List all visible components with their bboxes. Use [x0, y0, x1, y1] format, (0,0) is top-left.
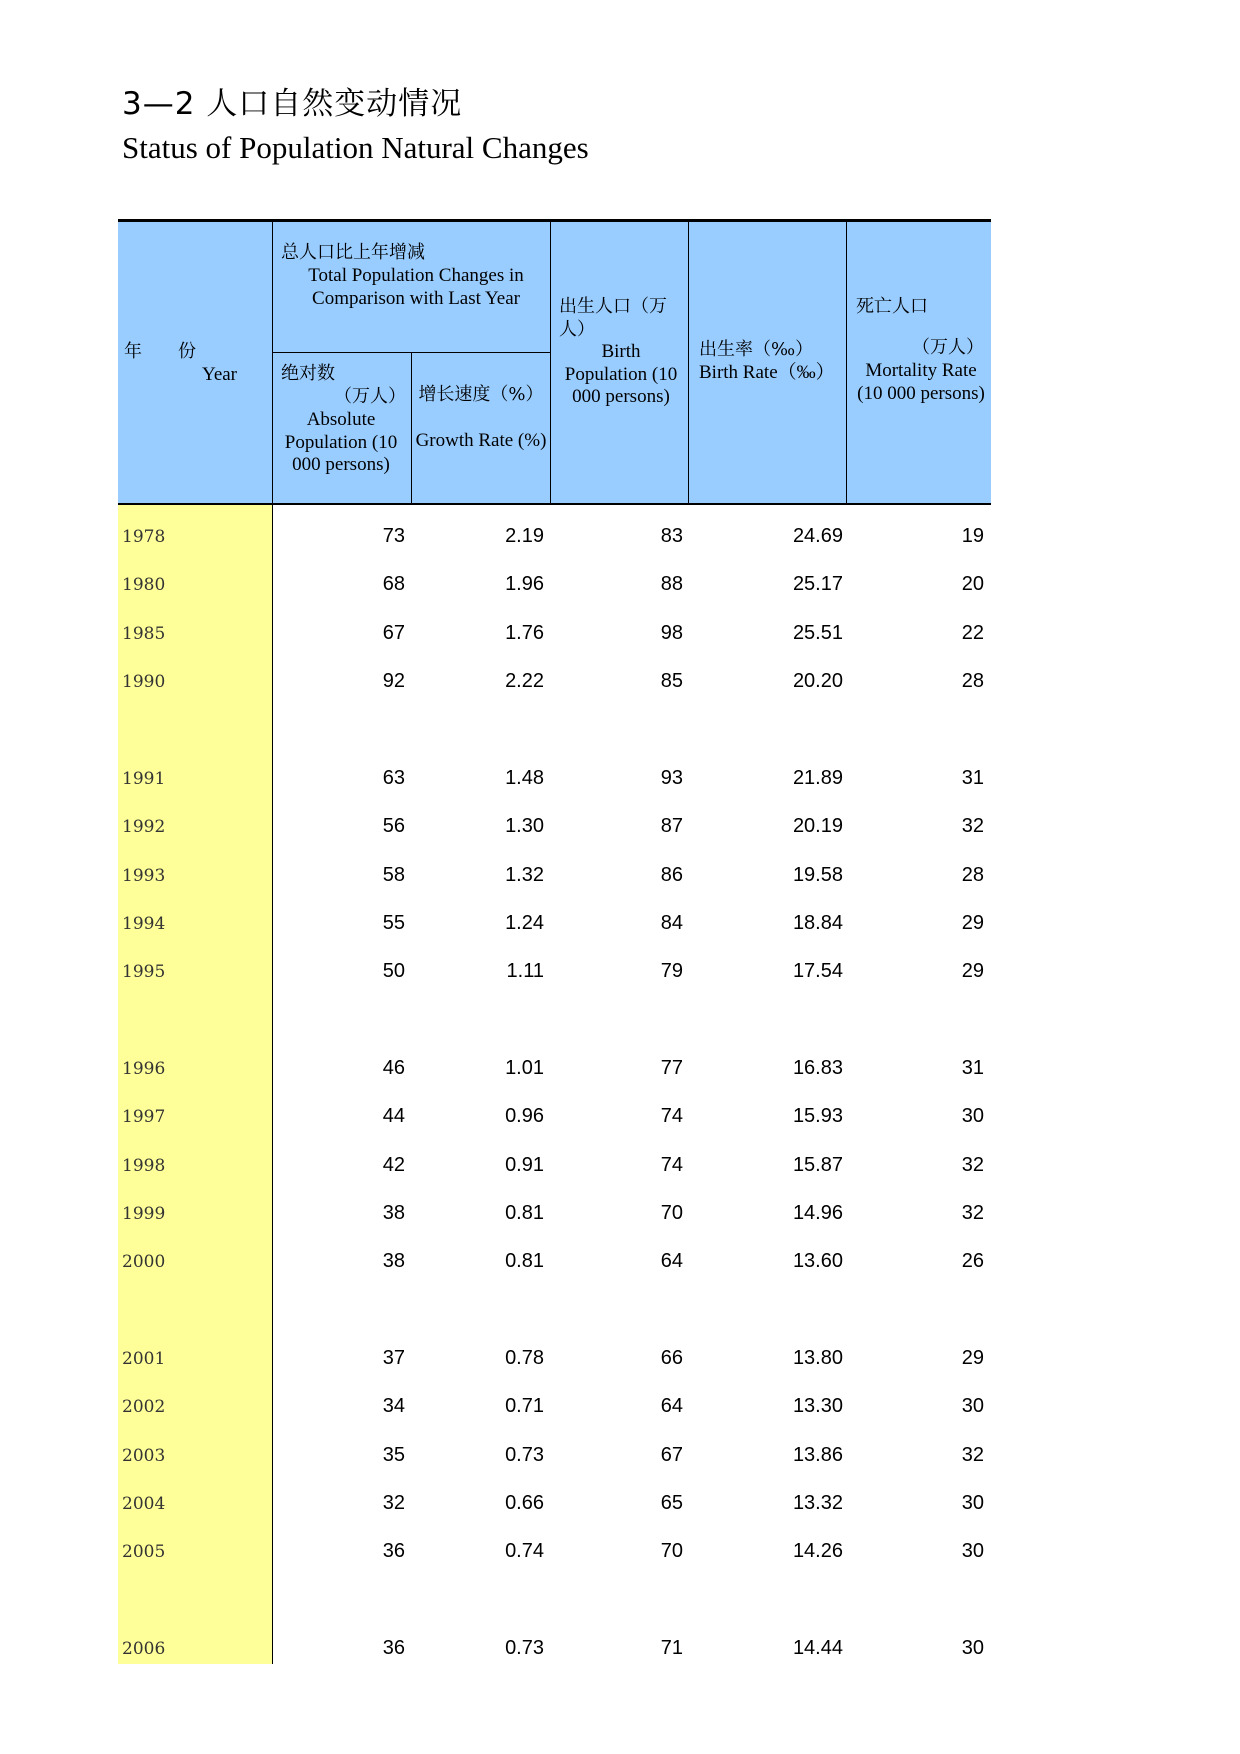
- cell-birth: 86: [660, 864, 683, 886]
- header-absolute-en: Absolute Population (10 000 persons): [284, 409, 398, 475]
- cell-growth: 0.81: [505, 1202, 544, 1224]
- cell-abs: 38: [382, 1202, 405, 1224]
- cell-abs: 92: [382, 670, 405, 692]
- cell-rate: 14.26: [792, 1540, 843, 1562]
- row-year: 2002: [122, 1397, 166, 1417]
- cell-birth: 71: [660, 1637, 683, 1659]
- header-total-change: [273, 221, 550, 353]
- cell-rate: 19.58: [792, 864, 843, 886]
- cell-rate: 21.89: [792, 767, 843, 789]
- cell-birth: 67: [660, 1444, 683, 1466]
- cell-growth: 1.01: [505, 1057, 544, 1079]
- row-year: 1999: [122, 1204, 166, 1224]
- cell-abs: 37: [382, 1347, 405, 1369]
- cell-abs: 32: [382, 1492, 405, 1514]
- cell-birth: 70: [660, 1202, 683, 1224]
- cell-birth: 64: [660, 1250, 683, 1272]
- cell-rate: 13.30: [792, 1395, 843, 1417]
- cell-rate: 24.69: [792, 525, 843, 547]
- row-year: 1990: [122, 672, 166, 692]
- cell-rate: 18.84: [792, 912, 843, 934]
- cell-growth: 0.74: [505, 1540, 544, 1562]
- cell-death: 20: [961, 573, 984, 595]
- row-year: 1980: [122, 575, 166, 595]
- cell-death: 29: [961, 960, 984, 982]
- cell-death: 32: [961, 1202, 984, 1224]
- cell-abs: 35: [382, 1444, 405, 1466]
- cell-growth: 0.96: [505, 1105, 544, 1127]
- cell-death: 31: [961, 767, 984, 789]
- header-absolute-cn: 绝对数: [281, 363, 335, 384]
- row-year: 2003: [122, 1446, 166, 1466]
- row-year: 1991: [122, 769, 166, 789]
- row-year: 1985: [122, 624, 166, 644]
- cell-abs: 58: [382, 864, 405, 886]
- cell-growth: 0.71: [505, 1395, 544, 1417]
- row-year: 1997: [122, 1107, 166, 1127]
- cell-birth: 85: [660, 670, 683, 692]
- row-year: 2001: [122, 1349, 166, 1369]
- page-title-english: Status of Population Natural Changes: [122, 130, 589, 165]
- row-year: 2005: [122, 1542, 166, 1562]
- cell-birth: 87: [660, 815, 683, 837]
- cell-birth: 65: [660, 1492, 683, 1514]
- cell-abs: 55: [382, 912, 405, 934]
- cell-death: 28: [961, 670, 984, 692]
- cell-abs: 44: [382, 1105, 405, 1127]
- cell-death: 31: [961, 1057, 984, 1079]
- cell-death: 32: [961, 1444, 984, 1466]
- cell-abs: 34: [382, 1395, 405, 1417]
- cell-abs: 56: [382, 815, 405, 837]
- cell-rate: 14.96: [792, 1202, 843, 1224]
- cell-rate: 15.87: [792, 1154, 843, 1176]
- header-birth-rate-en: Birth Rate（‰）: [699, 362, 835, 383]
- cell-death: 29: [961, 912, 984, 934]
- cell-rate: 20.20: [792, 670, 843, 692]
- cell-abs: 63: [382, 767, 405, 789]
- row-year: 1992: [122, 817, 166, 837]
- row-year: 1994: [122, 914, 166, 934]
- cell-death: 29: [961, 1347, 984, 1369]
- row-year: 1993: [122, 866, 166, 886]
- cell-birth: 74: [660, 1105, 683, 1127]
- cell-death: 26: [961, 1250, 984, 1272]
- header-year-en: Year: [202, 364, 238, 385]
- cell-rate: 13.86: [792, 1444, 843, 1466]
- cell-birth: 64: [660, 1395, 683, 1417]
- cell-growth: 1.30: [505, 815, 544, 837]
- cell-birth: 79: [660, 960, 683, 982]
- cell-abs: 73: [382, 525, 405, 547]
- header-birth-pop: [551, 221, 688, 504]
- header-total-change-cn: 总人口比上年增减: [281, 242, 425, 263]
- cell-rate: 17.54: [792, 960, 843, 982]
- cell-growth: 0.73: [505, 1637, 544, 1659]
- cell-death: 30: [961, 1637, 984, 1659]
- cell-growth: 0.91: [505, 1154, 544, 1176]
- cell-death: 32: [961, 1154, 984, 1176]
- cell-growth: 1.48: [505, 767, 544, 789]
- cell-growth: 1.96: [505, 573, 544, 595]
- cell-death: 30: [961, 1105, 984, 1127]
- cell-rate: 25.51: [792, 622, 843, 644]
- divider: [272, 352, 551, 353]
- header-death-en: Mortality Rate (10 000 persons): [857, 360, 985, 404]
- row-year: 1978: [122, 527, 166, 547]
- cell-rate: 14.44: [792, 1637, 843, 1659]
- cell-growth: 2.22: [505, 670, 544, 692]
- header-year-cn: 年 份: [124, 341, 196, 362]
- row-year: 2006: [122, 1639, 166, 1659]
- header-death-unit: （万人）: [912, 337, 984, 358]
- row-year: 1996: [122, 1059, 166, 1079]
- header-absolute: [273, 354, 411, 504]
- cell-birth: 83: [660, 525, 683, 547]
- header-birth-rate-cn: 出生率（‰）: [699, 339, 814, 360]
- cell-birth: 66: [660, 1347, 683, 1369]
- cell-death: 19: [961, 525, 984, 547]
- row-year: 1995: [122, 962, 166, 982]
- cell-rate: 20.19: [792, 815, 843, 837]
- cell-rate: 13.60: [792, 1250, 843, 1272]
- header-year: [118, 221, 272, 504]
- cell-abs: 42: [382, 1154, 405, 1176]
- cell-growth: 0.81: [505, 1250, 544, 1272]
- header-growth: [412, 354, 550, 504]
- cell-birth: 77: [660, 1057, 683, 1079]
- row-year: 2000: [122, 1252, 166, 1272]
- header-death-cn: 死亡人口: [856, 296, 928, 317]
- cell-death: 32: [961, 815, 984, 837]
- header-birth-rate: [689, 221, 846, 504]
- divider: [411, 353, 412, 504]
- cell-abs: 46: [382, 1057, 405, 1079]
- cell-growth: 1.11: [506, 960, 544, 982]
- cell-birth: 74: [660, 1154, 683, 1176]
- cell-growth: 0.66: [505, 1492, 544, 1514]
- cell-rate: 13.32: [792, 1492, 843, 1514]
- divider: [688, 221, 689, 504]
- cell-growth: 0.73: [505, 1444, 544, 1466]
- cell-birth: 93: [660, 767, 683, 789]
- cell-rate: 25.17: [792, 573, 843, 595]
- cell-abs: 50: [382, 960, 405, 982]
- cell-abs: 36: [382, 1637, 405, 1659]
- cell-death: 22: [961, 622, 984, 644]
- cell-rate: 13.80: [792, 1347, 843, 1369]
- cell-death: 30: [961, 1492, 984, 1514]
- cell-abs: 36: [382, 1540, 405, 1562]
- header-death: [848, 221, 991, 504]
- header-total-change-en: Total Population Changes in Comparison with Last Year: [308, 265, 524, 309]
- cell-birth: 84: [660, 912, 683, 934]
- cell-growth: 1.24: [505, 912, 544, 934]
- cell-abs: 38: [382, 1250, 405, 1272]
- header-growth-cn: 增长速度（%）: [418, 384, 544, 405]
- divider: [846, 221, 847, 504]
- divider: [272, 505, 273, 1664]
- header-birth-pop-en: Birth Population (10 000 persons): [564, 341, 678, 407]
- cell-growth: 2.19: [505, 525, 544, 547]
- cell-growth: 1.32: [505, 864, 544, 886]
- divider: [550, 221, 551, 504]
- header-absolute-unit: （万人）: [334, 386, 406, 407]
- cell-birth: 70: [660, 1540, 683, 1562]
- cell-death: 28: [961, 864, 984, 886]
- cell-death: 30: [961, 1540, 984, 1562]
- cell-abs: 67: [382, 622, 405, 644]
- table-top-rule: [118, 219, 991, 222]
- cell-birth: 88: [660, 573, 683, 595]
- header-growth-en: Growth Rate (%): [415, 430, 547, 451]
- cell-abs: 68: [382, 573, 405, 595]
- cell-rate: 15.93: [792, 1105, 843, 1127]
- cell-rate: 16.83: [792, 1057, 843, 1079]
- cell-growth: 1.76: [505, 622, 544, 644]
- cell-growth: 0.78: [505, 1347, 544, 1369]
- cell-death: 30: [961, 1395, 984, 1417]
- row-year: 2004: [122, 1494, 166, 1514]
- header-birth-pop-cn: 出生人口（万人）: [559, 296, 667, 340]
- page-title-chinese: 3—2 人口自然变动情况: [122, 86, 463, 122]
- cell-birth: 98: [660, 622, 683, 644]
- row-year: 1998: [122, 1156, 166, 1176]
